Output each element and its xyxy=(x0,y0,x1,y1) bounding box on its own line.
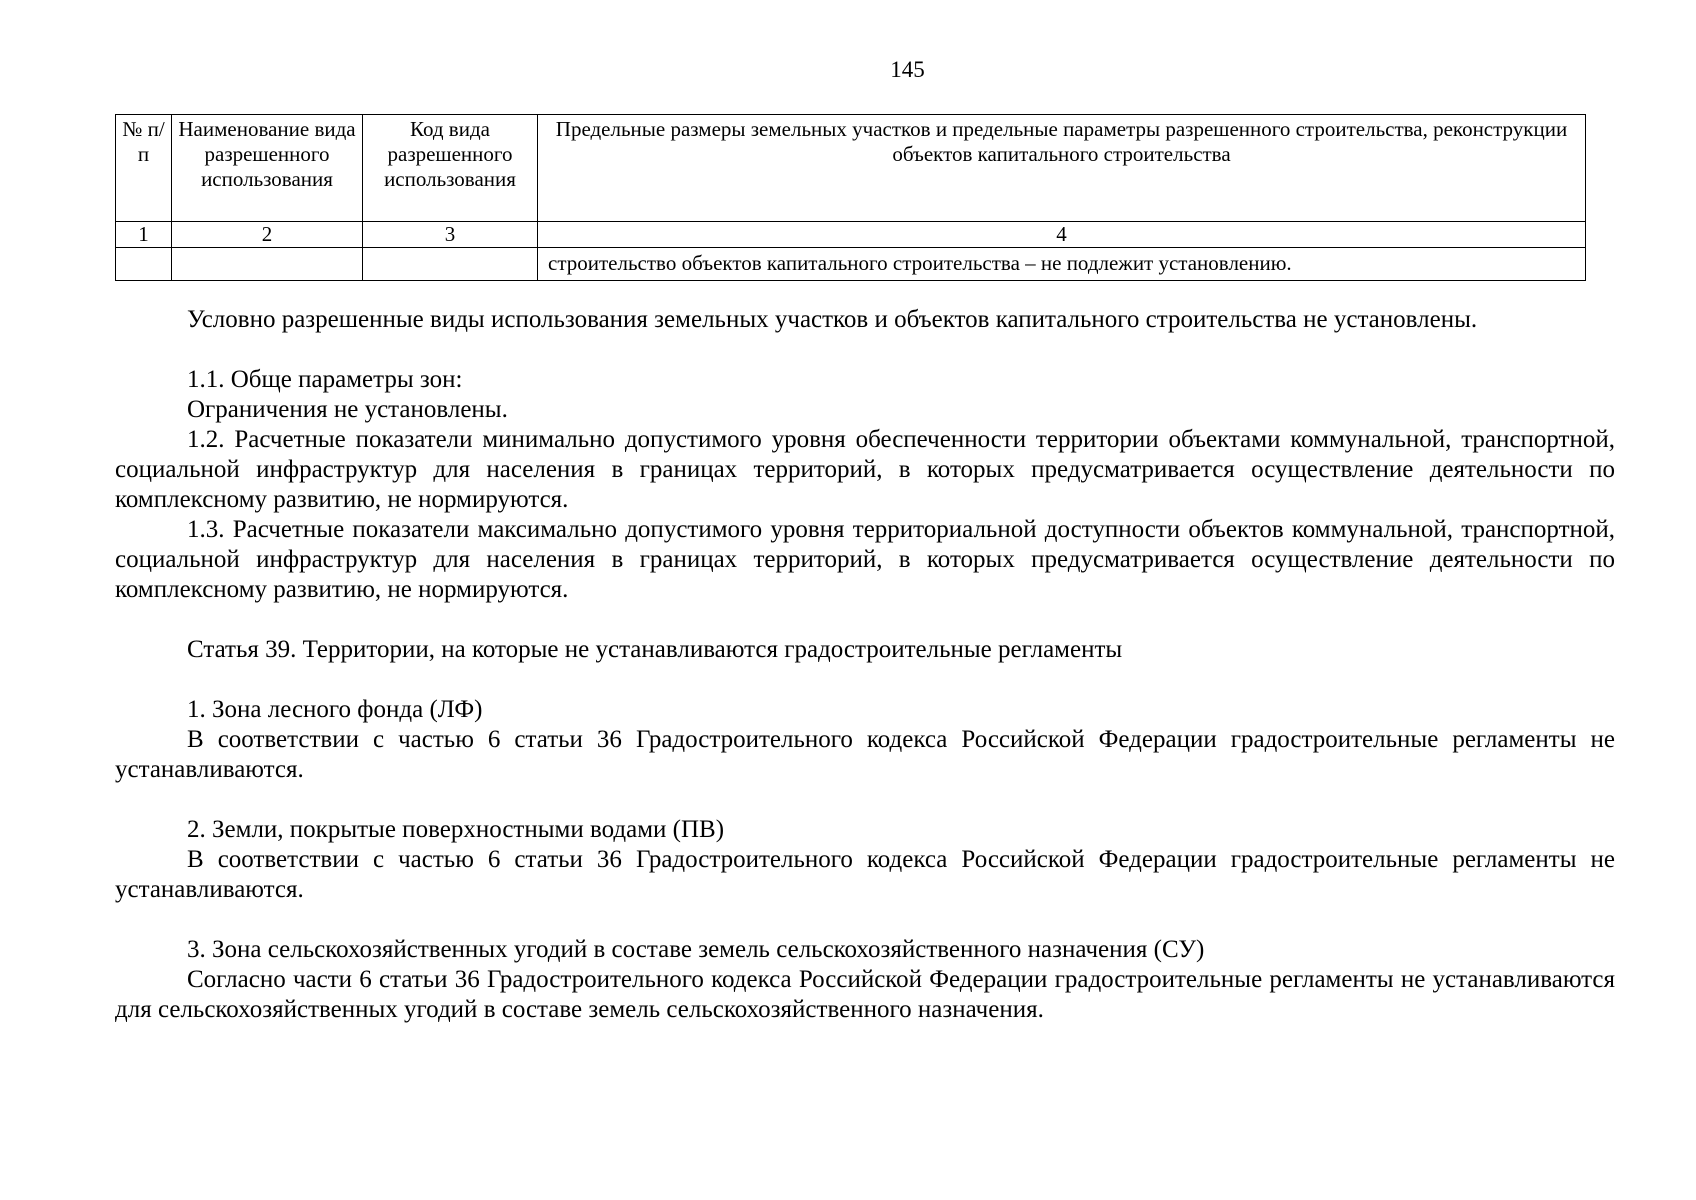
column-number-cell: 4 xyxy=(538,222,1586,248)
column-number-cell: 3 xyxy=(363,222,538,248)
paragraph: В соответствии с частью 6 статьи 36 Градостроительного кодекса Российской Федерации градостроительные регламенты не устанавливаются. xyxy=(115,726,1615,783)
header-use-code: Код вида разрешенного использования xyxy=(363,115,538,222)
section-heading: 3. Зона сельскохозяйственных угодий в составе земель сельскохозяйственного назначения (СУ) xyxy=(187,936,1205,963)
section-heading: 1. Зона лесного фонда (ЛФ) xyxy=(187,696,483,723)
header-number: № п/п xyxy=(116,115,172,222)
section-heading: 2. Земли, покрытые поверхностными водами (ПВ) xyxy=(187,816,725,843)
regulations-table xyxy=(115,114,1586,281)
column-number-cell: 1 xyxy=(116,222,172,248)
header-limits: Предельные размеры земельных участков и предельные параметры разрешенного строительства, реконструкции объектов капитального строительства xyxy=(538,115,1586,222)
table-cell: строительство объектов капитального строительства – не подлежит установлению. xyxy=(538,248,1586,281)
article-heading: Статья 39. Территории, на которые не устанавливаются градостроительные регламенты xyxy=(187,636,1123,663)
paragraph: В соответствии с частью 6 статьи 36 Градостроительного кодекса Российской Федерации градостроительные регламенты не устанавливаются. xyxy=(115,846,1615,903)
paragraph: Согласно части 6 статьи 36 Градостроительного кодекса Российской Федерации градостроительные регламенты не устанавливаются для сельскохозяйственных угодий в составе земель сельскохозяйственного назначения. xyxy=(115,966,1615,1023)
paragraph: Условно разрешенные виды использования земельных участков и объектов капитального строительства не установлены. xyxy=(187,306,1478,333)
column-number-cell: 2 xyxy=(172,222,363,248)
table-row xyxy=(116,248,1586,281)
table-cell xyxy=(116,248,172,281)
table-cell xyxy=(363,248,538,281)
page-number: 145 xyxy=(890,57,925,82)
paragraph: 1.3. Расчетные показатели максимально допустимого уровня территориальной доступности объектов коммунальной, транспортной, социальной инфраструктур для населения в границах территорий, в которых предусматривается осуществление деятельности по комплексному развитию, не нормируются. xyxy=(115,516,1615,603)
paragraph: 1.2. Расчетные показатели минимально допустимого уровня обеспеченности территории объектами коммунальной, транспортной, социальной инфраструктур для населения в границах территорий, в которых предусматривается осуществление деятельности по комплексному развитию, не нормируются. xyxy=(115,426,1615,513)
paragraph: Ограничения не установлены. xyxy=(187,396,508,423)
body-text xyxy=(115,305,1615,1025)
table-cell xyxy=(172,248,363,281)
section-heading: 1.1. Обще параметры зон: xyxy=(187,366,463,393)
header-use-name: Наименование вида разрешенного использования xyxy=(172,115,363,222)
table-row-column-numbers xyxy=(116,222,1586,248)
table-header-row xyxy=(116,115,1586,222)
